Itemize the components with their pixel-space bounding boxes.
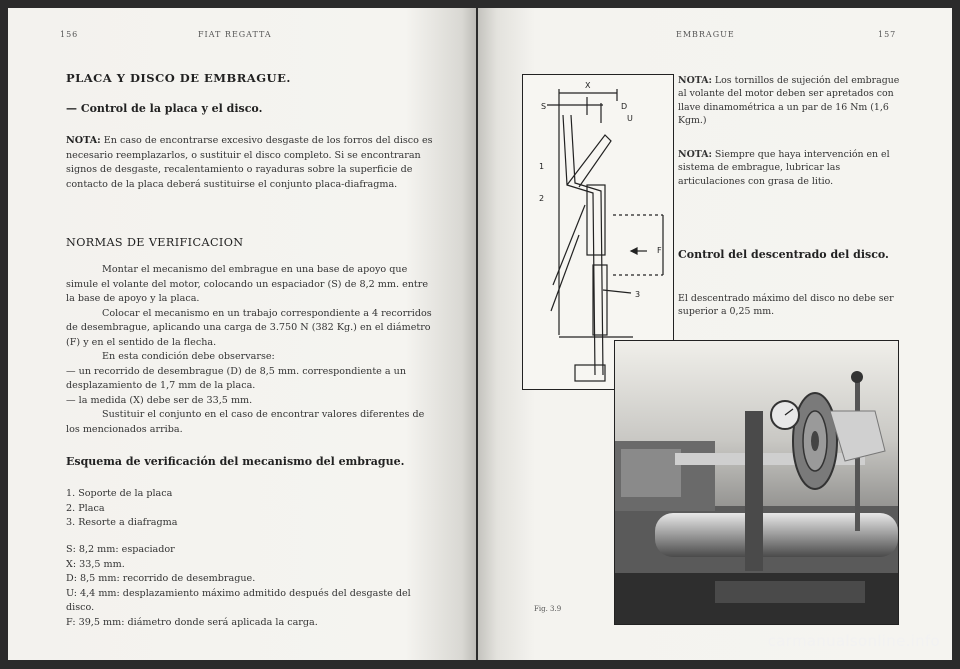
list-item: 1. Soporte de la placa xyxy=(66,488,173,499)
normas-paragraph-5: — la medida (X) debe ser de 33,5 mm. xyxy=(66,394,253,406)
diagram-label-1: 1 xyxy=(539,162,545,171)
nota-1-label: NOTA: xyxy=(678,75,712,86)
nota-body: En caso de encontrarse excesivo desgaste de los forros del disco es necesario reemplazarlos, o sustituir el disco completo. Si se encontraran signos de desgaste, recalentamiento o rayaduras sobre la superficie de contacto de la placa deberá sustituirse el conjunto placa-diafragma. xyxy=(66,135,433,190)
normas-paragraph-1: Montar el mecanismo del embrague en una base de apoyo que simule el volante del motor, colocando un espaciador (S) de 8,2 mm. entre la base de apoyo y la placa. xyxy=(66,264,429,304)
normas-paragraph-2: Colocar el mecanismo en un trabajo correspondiente a 4 recorridos de desembrague, aplicando una carga de 3.750 N (382 Kg.) en el diámetro (F) y en el sentido de la flecha. xyxy=(66,307,432,348)
nota-2-label: NOTA: xyxy=(678,149,712,160)
legend-list xyxy=(66,543,436,630)
normas-paragraph-4: — un recorrido de desembrague (D) de 8,5 mm. correspondiente a un desplazamiento de 1,7 mm de la placa. xyxy=(66,365,407,391)
nota-2 xyxy=(678,148,910,188)
esquema-title: Esquema de verificación del mecanismo del embrague. xyxy=(66,455,405,468)
normas-body xyxy=(66,263,436,437)
normas-paragraph-6: Sustituir el conjunto en el caso de encontrar valores diferentes de los mencionados arriba. xyxy=(66,409,425,435)
parts-list xyxy=(66,487,436,531)
nota-1-body: Los tornillos de sujeción del embrague al volante del motor deben ser apretados con llave dinamométrica a un par de 16 Nm (1,6 Kgm.) xyxy=(678,75,900,126)
diagram-label-u: U xyxy=(627,114,633,123)
list-item: U: 4,4 mm: desplazamiento máximo admitido después del desgaste del disco. xyxy=(66,587,411,613)
list-item: X: 33,5 mm. xyxy=(66,558,125,570)
list-item: S: 8,2 mm: espaciador xyxy=(66,544,175,555)
control-title: Control del descentrado del disco. xyxy=(678,248,889,261)
left-running-head: FIAT REGATTA xyxy=(198,30,272,39)
right-page-number: 157 xyxy=(878,30,897,39)
diagram-label-3: 3 xyxy=(635,290,641,299)
list-item: 3. Resorte a diafragma xyxy=(66,517,178,528)
list-item: 2. Placa xyxy=(66,502,105,514)
footer-watermark: carmanualsonline.info xyxy=(767,632,940,650)
runout-test-illustration xyxy=(615,341,898,624)
fig-3-9-caption: Fig. 3.9 xyxy=(534,605,562,613)
left-page xyxy=(8,8,476,660)
control-body: El descentrado máximo del disco no debe ser superior a 0,25 mm. xyxy=(678,293,894,318)
diagram-label-f: F xyxy=(657,246,662,255)
nota-1 xyxy=(678,74,910,127)
section-title: PLACA Y DISCO DE EMBRAGUE. xyxy=(66,71,291,85)
nota-label: NOTA: xyxy=(66,135,101,146)
list-item: D: 8,5 mm: recorrido de desembrague. xyxy=(66,573,256,584)
section-subtitle: — Control de la placa y el disco. xyxy=(66,102,263,115)
nota-2-body: Siempre que haya intervención en el sistema de embrague, lubricar las articulaciones con grasa de litio. xyxy=(678,149,890,187)
list-item: F: 39,5 mm: diámetro donde será aplicada la carga. xyxy=(66,616,318,628)
right-page xyxy=(478,8,952,660)
disc-runout-photo xyxy=(614,340,899,625)
diagram-label-2: 2 xyxy=(539,194,545,203)
diagram-label-d: D xyxy=(621,102,628,111)
diagram-label-s: S xyxy=(541,102,547,111)
left-page-number: 156 xyxy=(60,30,79,39)
normas-title: NORMAS DE VERIFICACION xyxy=(66,236,244,249)
diagram-label-x: X xyxy=(585,81,591,90)
right-running-head: EMBRAGUE xyxy=(676,30,735,39)
nota-paragraph xyxy=(66,134,436,192)
normas-paragraph-3: En esta condición debe observarse: xyxy=(102,351,275,362)
